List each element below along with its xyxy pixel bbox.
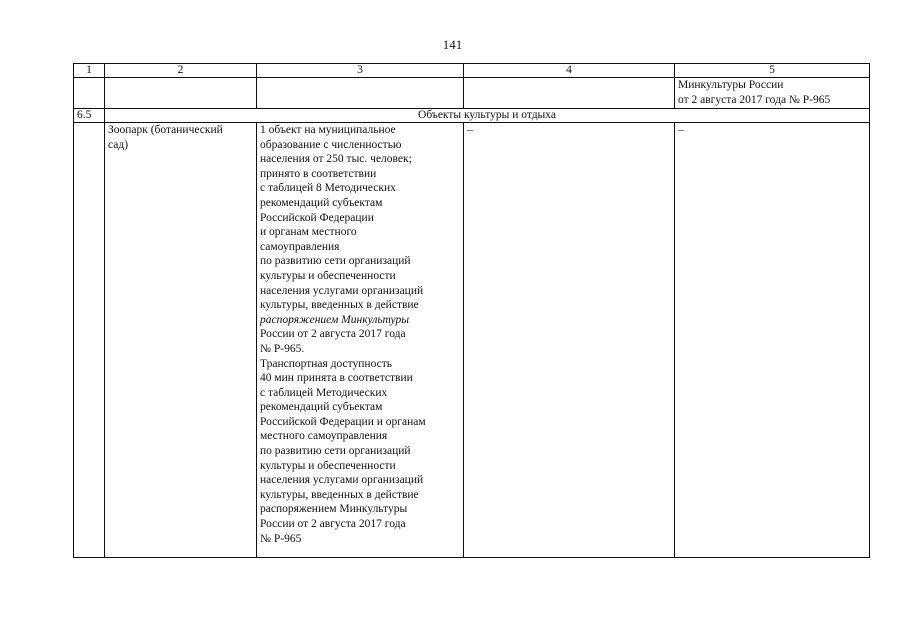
norm-line: № Р-965. xyxy=(260,342,305,355)
norm-line: самоуправления xyxy=(260,240,340,253)
norm-line: культуры и обеспеченности xyxy=(260,269,396,282)
norm-line: Российской Федерации и органам xyxy=(260,415,426,428)
page-number: 141 xyxy=(442,37,463,52)
norm-line: с таблицей Методических xyxy=(260,386,388,399)
header-cell-5: 5 xyxy=(675,64,870,78)
object-name-line: сад) xyxy=(108,138,129,151)
norm-line: населения от 250 тыс. человек; xyxy=(260,153,412,166)
norm-line: с таблицей 8 Методических xyxy=(260,182,396,195)
ref-text-line: Минкультуры России xyxy=(678,79,784,91)
norm-line: местного самоуправления xyxy=(260,430,388,443)
header-cell-2: 2 xyxy=(105,64,257,78)
norm-line: рекомендаций субъектам xyxy=(260,401,383,414)
table-row xyxy=(74,78,870,109)
norm-line: распоряжением Минкультуры xyxy=(260,313,410,326)
ref-cell-4 xyxy=(464,78,675,109)
norm-line: Российской Федерации xyxy=(260,211,374,224)
zoo-object-name xyxy=(105,123,257,558)
header-cell-3: 3 xyxy=(257,64,464,78)
ref-cell-5 xyxy=(675,78,870,109)
section-title: Объекты культуры и отдыха xyxy=(105,109,870,123)
norm-line: России от 2 августа 2017 года xyxy=(260,518,406,531)
ref-cell-1 xyxy=(74,78,105,109)
norm-line: 1 объект на муниципальное xyxy=(260,124,396,136)
zoo-cell-number xyxy=(74,123,105,558)
norm-line: населения услугами организаций xyxy=(260,284,424,297)
ref-cell-3 xyxy=(257,78,464,109)
zoo-col5-value: – xyxy=(675,123,870,558)
table-row xyxy=(74,123,870,558)
header-cell-4: 4 xyxy=(464,64,675,78)
norm-line: распоряжением Минкультуры xyxy=(260,503,408,516)
norm-line: населения услугами организаций xyxy=(260,474,424,487)
norm-line: и органам местного xyxy=(260,226,357,239)
section-row xyxy=(74,109,870,123)
norm-line: образование с численностью xyxy=(260,138,402,151)
ref-cell-2 xyxy=(105,78,257,109)
table-header-row xyxy=(74,64,870,78)
norm-line: по развитию сети организаций xyxy=(260,445,411,458)
norm-line: 40 мин принята в соответствии xyxy=(260,372,413,385)
norm-line: принято в соответствии xyxy=(260,167,377,180)
zoo-norm-description xyxy=(257,123,464,558)
ref-text-line: от 2 августа 2017 года № Р-965 xyxy=(678,93,831,106)
norm-line: по развитию сети организаций xyxy=(260,255,411,268)
document-table xyxy=(73,63,870,558)
norm-line: культуры, введенных в действие xyxy=(260,299,419,312)
norm-line: России от 2 августа 2017 года xyxy=(260,328,406,341)
header-cell-1: 1 xyxy=(74,64,105,78)
norm-line: № Р-965 xyxy=(260,532,302,545)
object-name-line: Зоопарк (ботанический xyxy=(108,124,223,136)
norm-line: Транспортная доступность xyxy=(260,357,392,370)
norm-line: культуры, введенных в действие xyxy=(260,488,419,501)
zoo-col4-value: – xyxy=(464,123,675,558)
norm-line: культуры и обеспеченности xyxy=(260,459,396,472)
section-number: 6.5 xyxy=(74,109,105,123)
norm-line: рекомендаций субъектам xyxy=(260,196,383,209)
